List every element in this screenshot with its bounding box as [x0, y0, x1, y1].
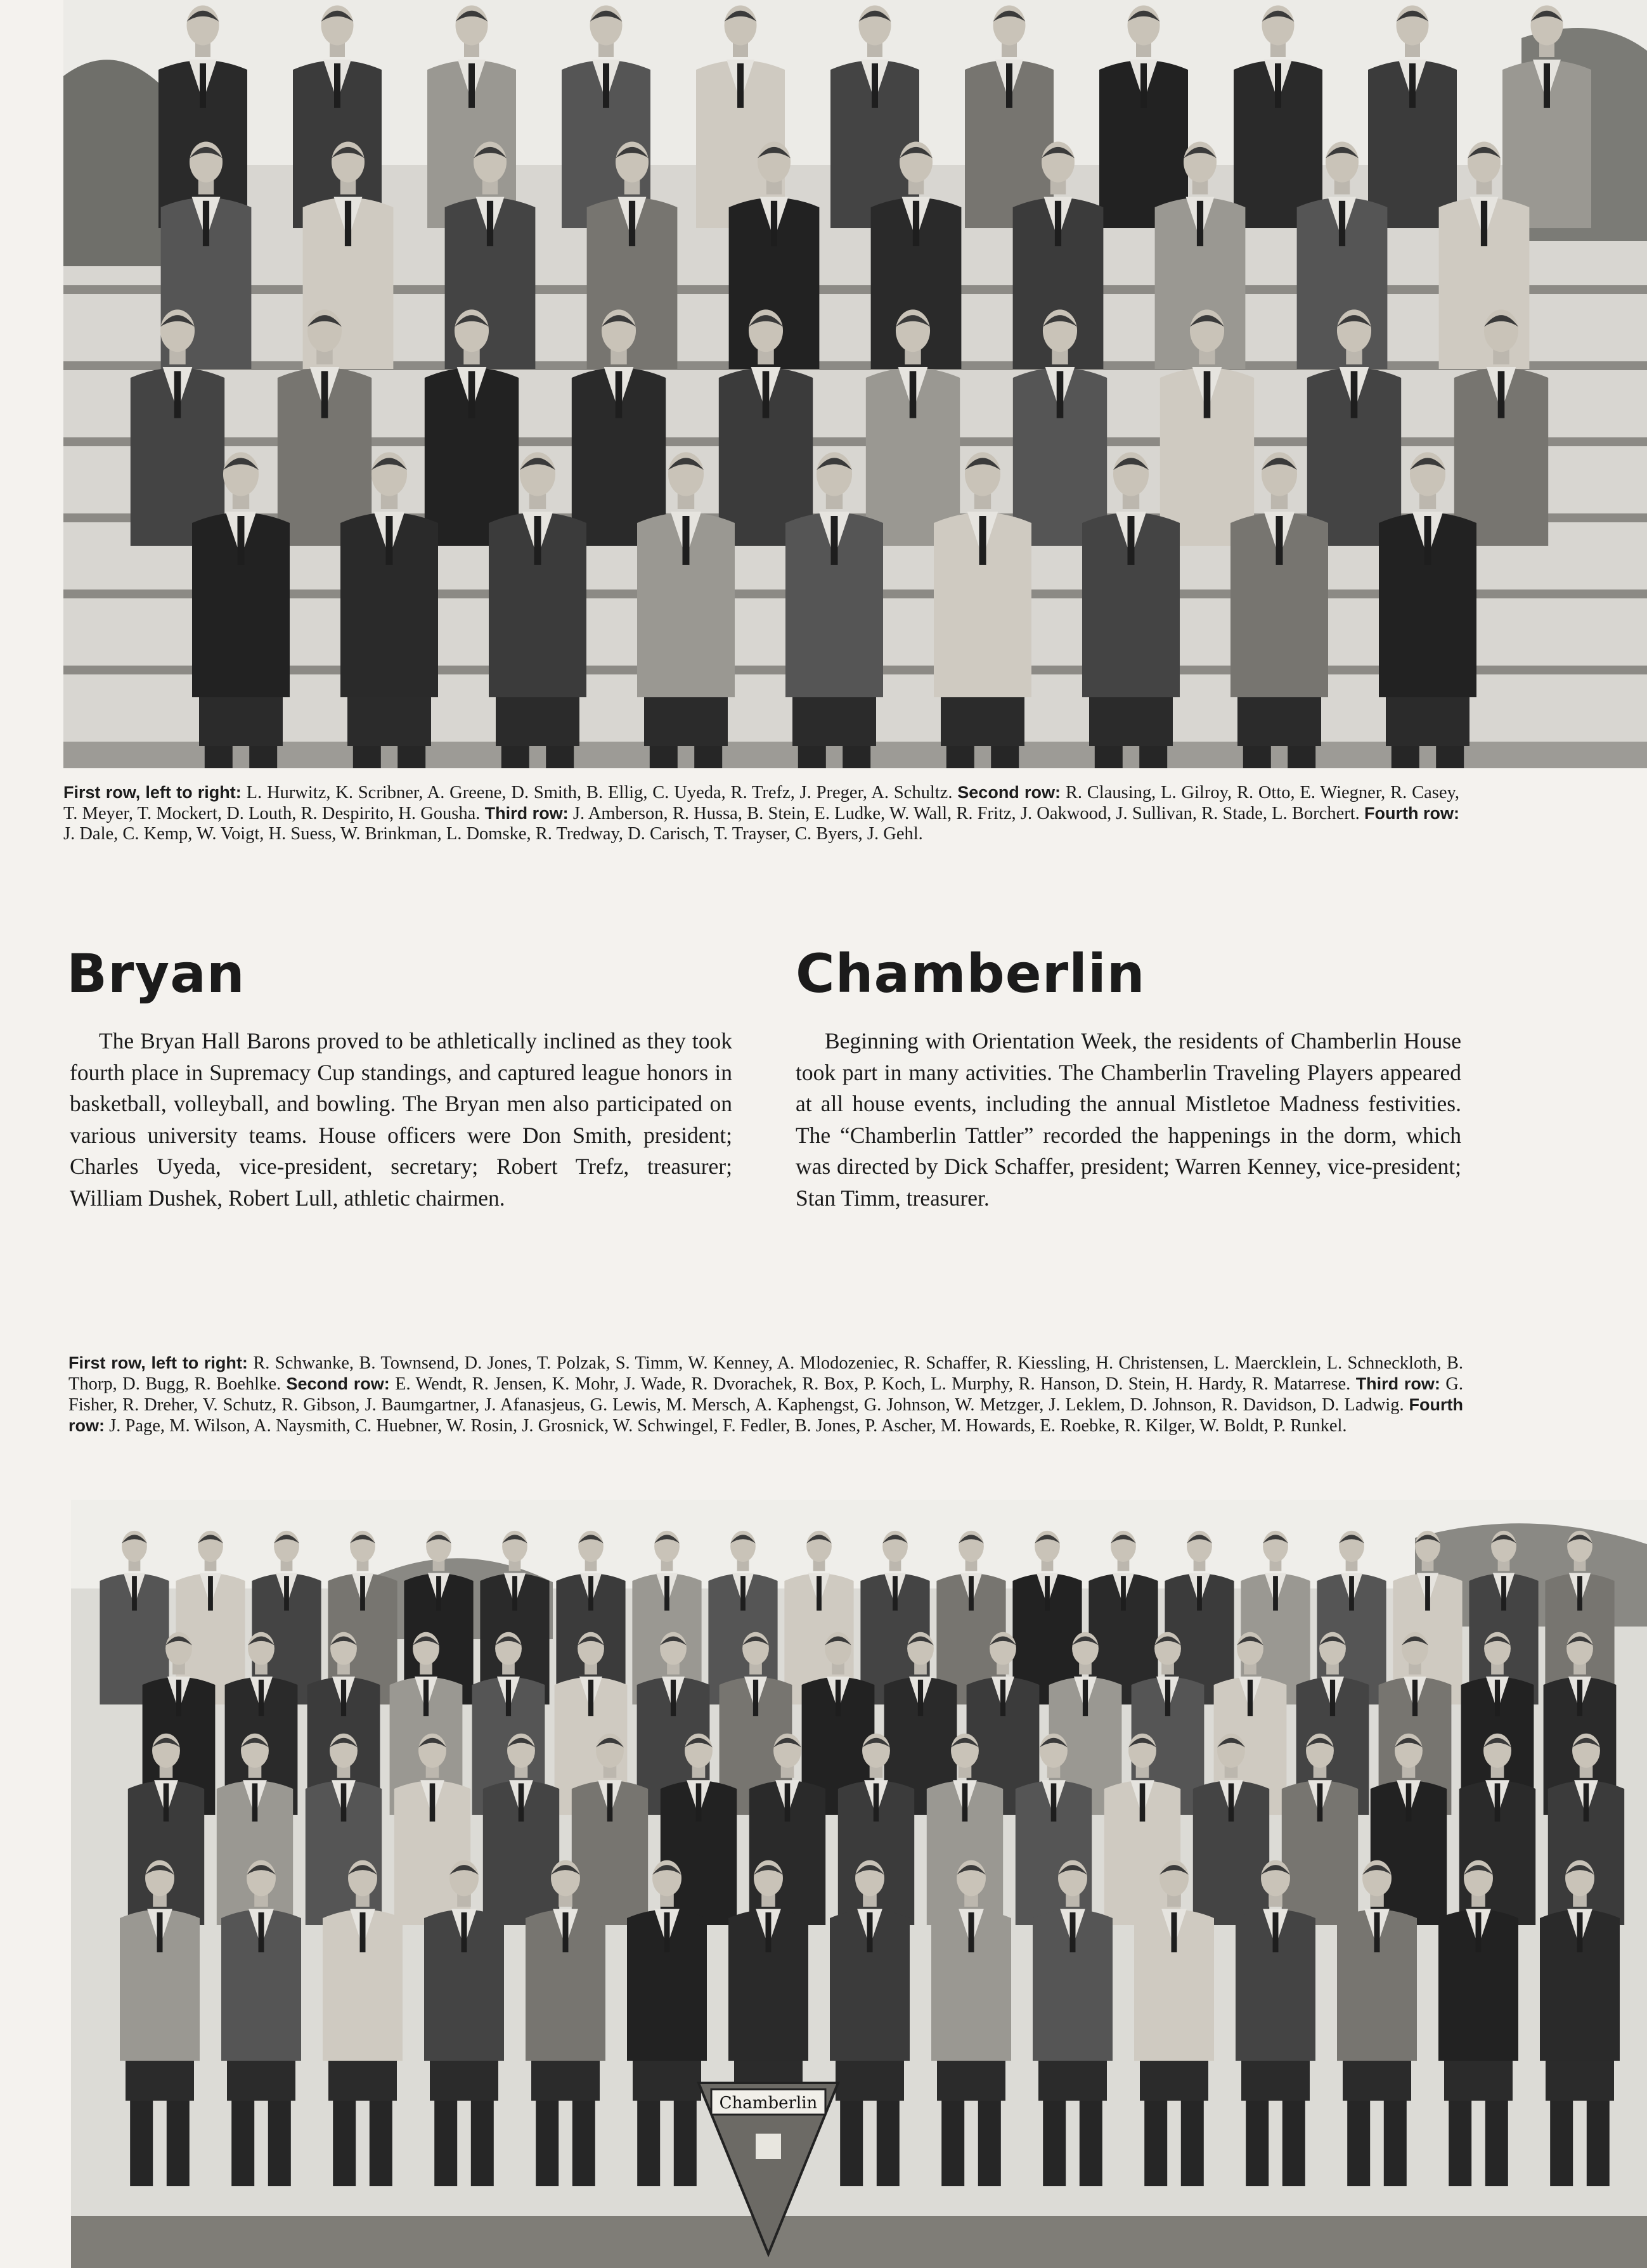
- bryan-caption-row2-names: R. Clausing, L. Gilroy, R. Otto, E. Wiegner, R. Casey, T. Meyer, T. Mockert, D. Louth, R. Despirito, H. Gousha.: [63, 783, 1460, 823]
- chamberlin-caption-row2-names: E. Wendt, R. Jensen, K. Mohr, J. Wade, R. Dvorachek, R. Box, P. Koch, L. Murphy, R. Hanson, D. Stein, H. Hardy, R. Matarrese.: [395, 1374, 1351, 1394]
- bryan-caption-row3-label: Third row:: [484, 804, 569, 823]
- bryan-caption-row4-names: J. Dale, C. Kemp, W. Voigt, H. Suess, W. Brinkman, L. Domske, R. Tredway, D. Carisch, T. Trayser, C. Byers, J. Gehl.: [63, 824, 923, 844]
- bryan-caption-row4-label: Fourth row:: [1364, 804, 1460, 823]
- bryan-caption-row2-label: Second row:: [957, 783, 1061, 802]
- bryan-photo-illustration: [63, 0, 1647, 768]
- chamberlin-caption-row3-names: G. Fisher, R. Dreher, V. Schutz, R. Gibson, J. Baumgartner, J. Afanasjeus, G. Lewis, M. Mersch, A. Kaphengst, G. Johnson, W. Metzger, J. Leklem, D. Johnson, R. Davidson, D. Ladwig.: [68, 1374, 1464, 1415]
- chamberlin-photo-illustration: [71, 1500, 1647, 2268]
- bryan-caption-row3-names: J. Amberson, R. Hussa, B. Stein, E. Ludke, W. Wall, R. Fritz, J. Oakwood, J. Sullivan, R. Stade, L. Borchert.: [572, 804, 1360, 823]
- chamberlin-paragraph: Beginning with Orientation Week, the residents of Chamberlin House took part in many activities. The Chamberlin Traveling Players appeared at all house events, including the annual Mistletoe Madness festivities. The “Chamberlin Tattler” recorded the happenings in the dorm, which was directed by Dick Schaffer, president; Warren Kenney, vice-president; Stan Timm, treasurer.: [796, 1028, 1461, 1211]
- chamberlin-photo-caption: [68, 1353, 1463, 1436]
- bryan-paragraph: The Bryan Hall Barons proved to be athletically inclined as they took fourth place in Supremacy Cup standings, and captured league honors in basketball, volleyball, and bowling. The Bryan men also participated on various university teams. House officers were Don Smith, president; Charles Uyeda, vice-president, secretary; Robert Trefz, treasurer; William Dushek, Robert Lull, athletic chairmen.: [70, 1028, 732, 1211]
- chamberlin-caption-row4-names: J. Page, M. Wilson, A. Naysmith, C. Huebner, W. Rosin, J. Grosnick, W. Schwingel, F. Fedler, B. Jones, P. Ascher, M. Howards, E. Roebke, R. Kilger, W. Boldt, P. Runkel.: [109, 1416, 1347, 1436]
- chamberlin-caption-row3-label: Third row:: [1355, 1374, 1440, 1393]
- chamberlin-heading: Chamberlin: [796, 943, 1146, 1005]
- pennant-label: Chamberlin: [719, 2094, 818, 2113]
- chamberlin-caption-row4-label: Fourth row:: [68, 1395, 1464, 1435]
- bryan-caption-row1-label: First row, left to right:: [63, 783, 242, 802]
- chamberlin-caption-row2-label: Second row:: [286, 1374, 390, 1393]
- chamberlin-caption-row1-names: R. Schwanke, B. Townsend, D. Jones, T. Polzak, S. Timm, W. Kenney, A. Mlodozeniec, R. Schaffer, R. Kiessling, H. Christensen, L. Maercklein, L. Schneckloth, B. Thorp, D. Bugg, R. Boehlke.: [68, 1353, 1463, 1394]
- bryan-heading: Bryan: [67, 943, 245, 1005]
- chamberlin-group-photo: [71, 1500, 1647, 2268]
- chamberlin-caption-row1-label: First row, left to right:: [68, 1353, 248, 1372]
- bryan-photo-caption: [63, 782, 1459, 844]
- bryan-caption-row1-names: L. Hurwitz, K. Scribner, A. Greene, D. Smith, B. Ellig, C. Uyeda, R. Trefz, J. Preger, A. Schultz.: [246, 783, 953, 802]
- bryan-group-photo: [63, 0, 1647, 768]
